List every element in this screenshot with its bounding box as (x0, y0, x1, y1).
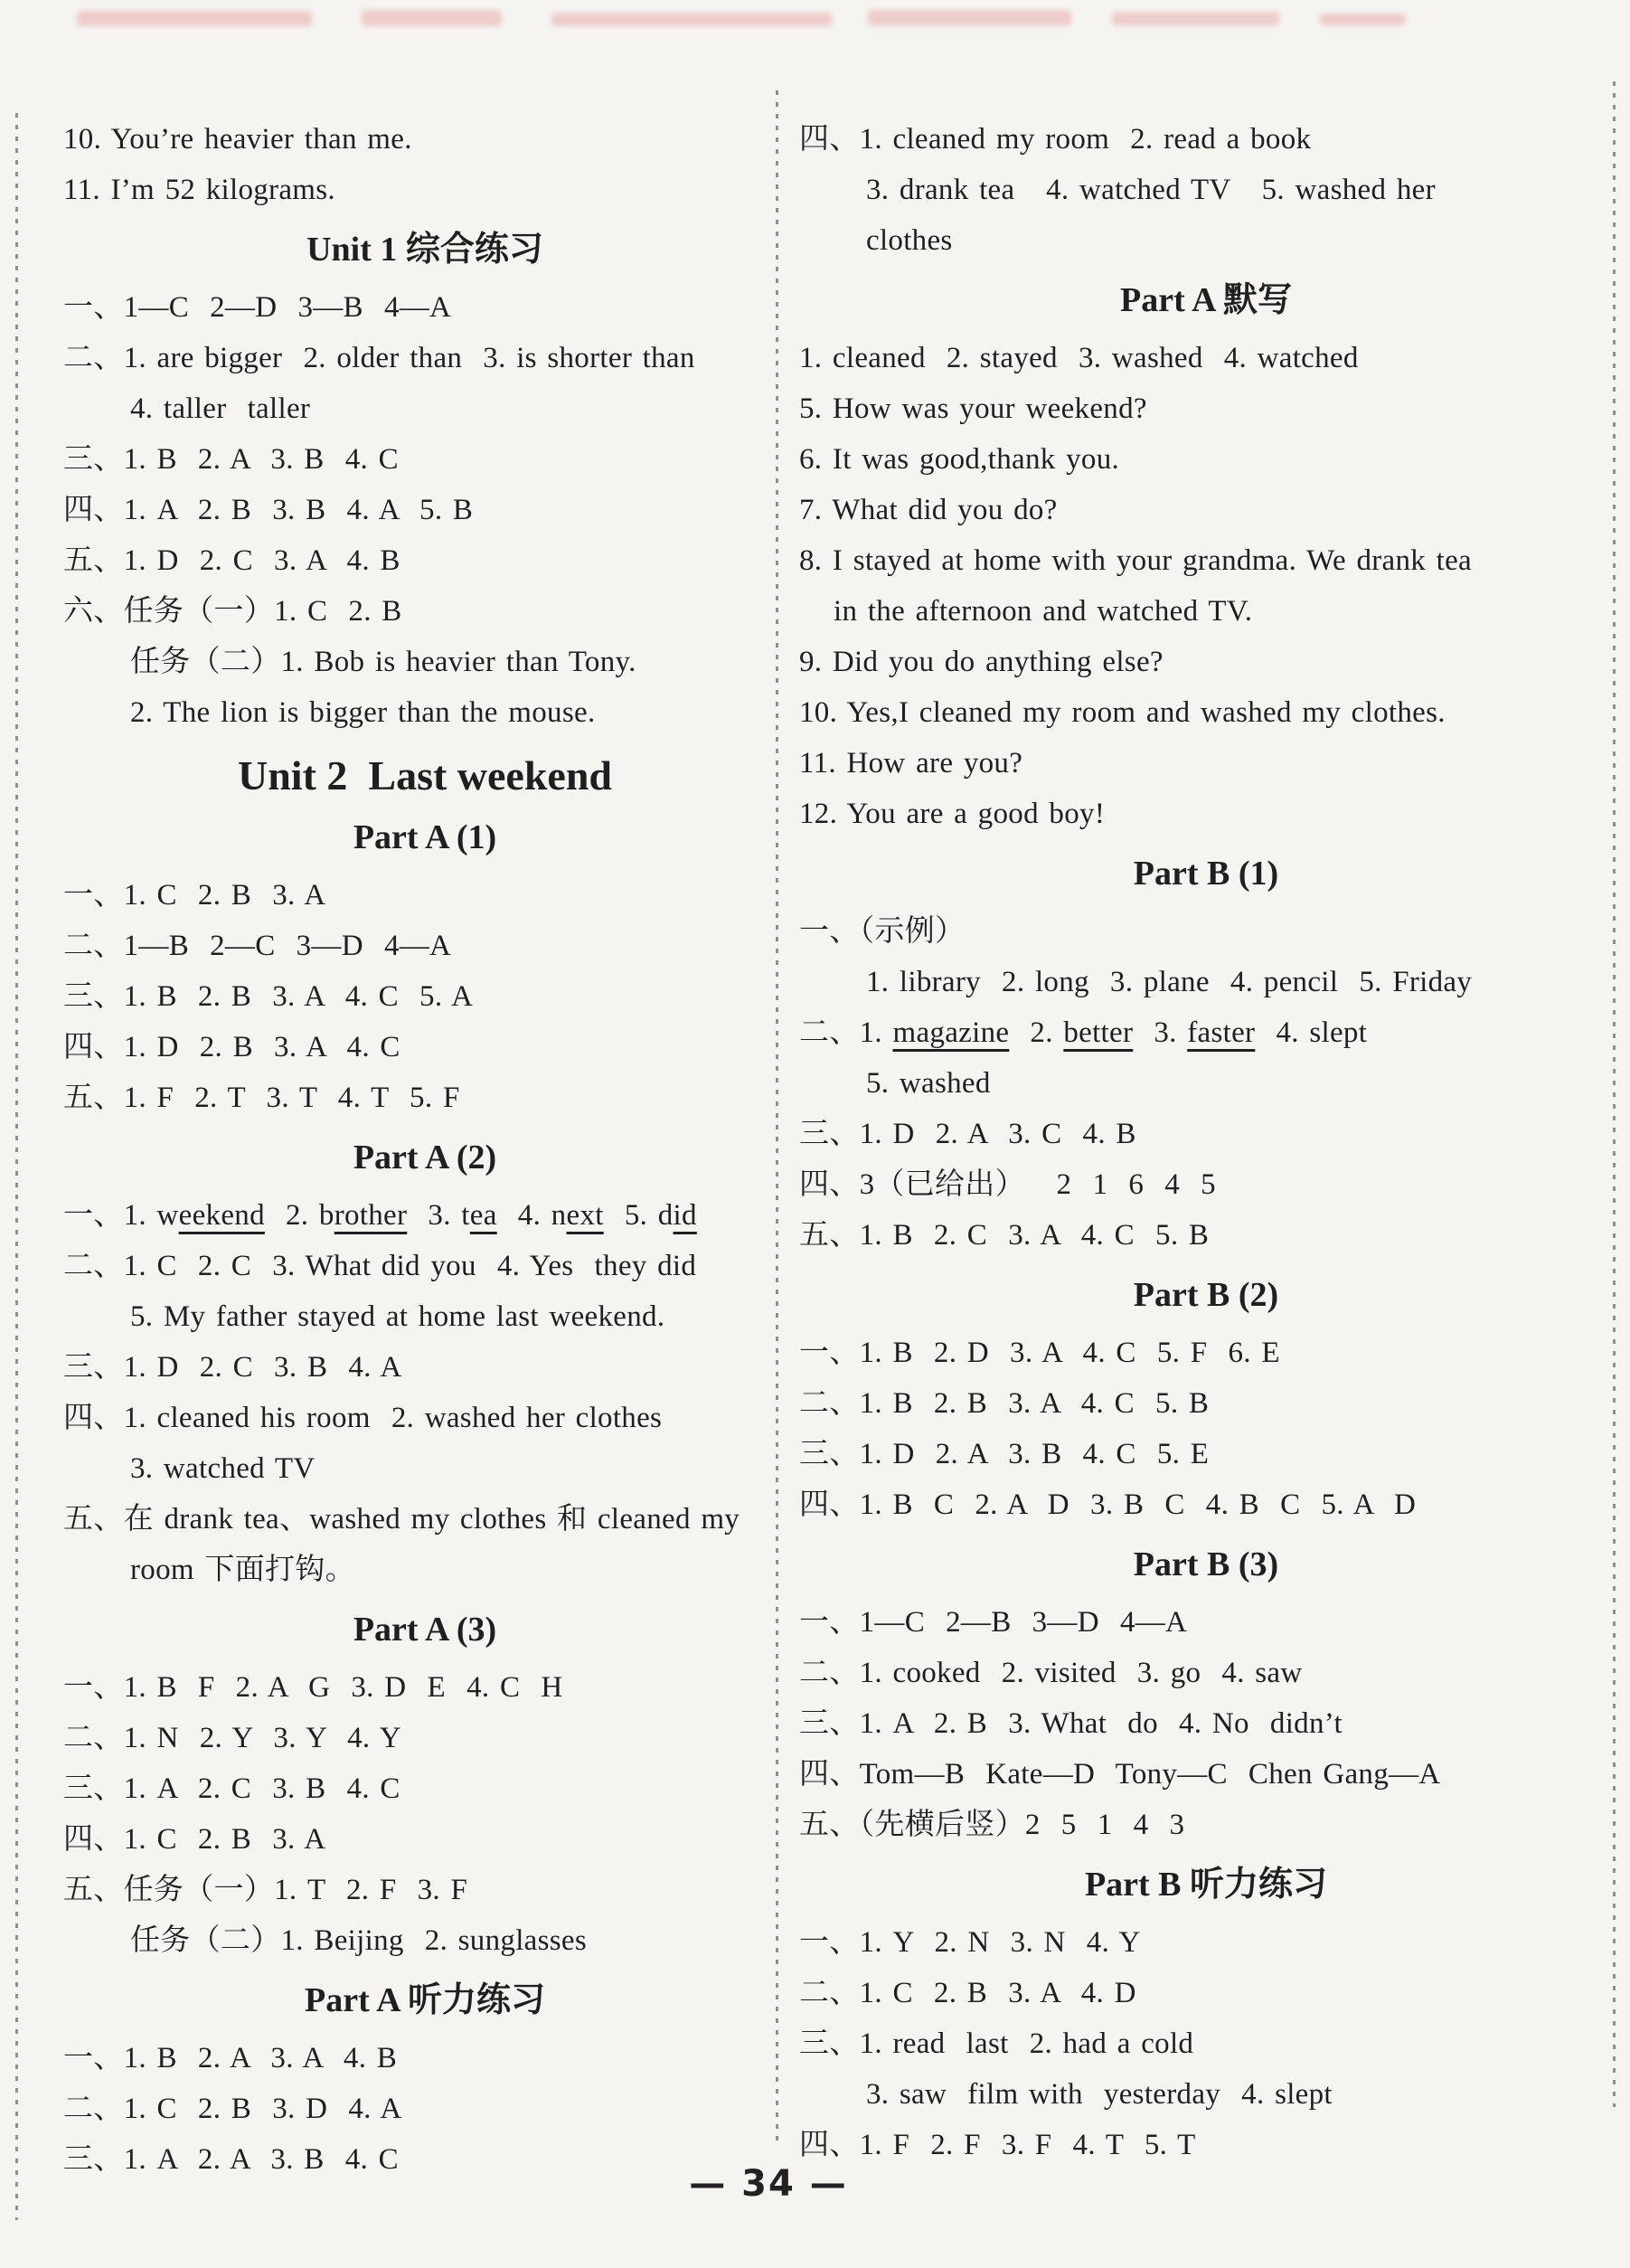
answer-line: in the afternoon and watched TV. (834, 595, 1253, 628)
answer-line: 8. I stayed at home with your grandma. We drank tea (799, 544, 1472, 577)
answer-line: 五、在 drank tea、washed my clothes 和 cleaned my (63, 1503, 740, 1536)
left-column (63, 114, 787, 2185)
blank-answer-underlined: eekend (178, 1199, 265, 1232)
answer-line: 6. It was good,thank you. (799, 443, 1120, 476)
blank-answer-underlined: ea (469, 1199, 497, 1232)
section-heading: Unit 2 Last weekend (237, 752, 613, 799)
answer-line: 三、1. read last 2. had a cold (799, 2027, 1194, 2060)
answer-line: 二、1. N 2. Y 3. Y 4. Y (63, 1722, 401, 1754)
answer-line: 四、1. B C 2. A D 3. B C 4. B C 5. A D (799, 1488, 1417, 1521)
answer-line: 二、1. cooked 2. visited 3. go 4. saw (799, 1657, 1303, 1689)
section-heading: Unit 1 综合练习 (306, 231, 543, 269)
blank-answer-underlined: faster (1187, 1016, 1256, 1049)
answer-line: 7. What did you do? (799, 494, 1058, 526)
section-heading: Part A 听力练习 (305, 1981, 545, 2019)
text-run: 3. t (407, 1199, 470, 1232)
answer-line: 五、1. B 2. C 3. A 4. C 5. B (799, 1219, 1210, 1252)
answer-line: 二、1. C 2. B 3. D 4. A (63, 2093, 402, 2125)
answer-line: 二、1. C 2. B 3. A 4. D (799, 1977, 1136, 2009)
answer-line: 四、3（已给出） 2 1 6 4 5 (799, 1168, 1216, 1201)
answer-line: 12. You are a good boy! (799, 798, 1106, 830)
scan-artifact-pink (1320, 14, 1406, 25)
blank-answer-underlined: better (1063, 1016, 1134, 1049)
blank-answer-underlined: id (673, 1199, 697, 1232)
answer-line: 一、1. B 2. A 3. A 4. B (63, 2042, 398, 2074)
answer-line: 三、1. B 2. A 3. B 4. C (63, 443, 399, 476)
section-heading: Part B (3) (1133, 1545, 1279, 1583)
answer-line: 1. cleaned 2. stayed 3. washed 4. watched (799, 342, 1359, 374)
answer-line: 11. I’m 52 kilograms. (63, 174, 335, 206)
answer-line: 11. How are you? (799, 747, 1023, 780)
right-column (799, 114, 1613, 2170)
answer-line: 二、1—B 2—C 3—D 4—A (63, 930, 452, 962)
answer-line: 四、1. cleaned my room 2. read a book (799, 123, 1312, 156)
answer-line: 10. Yes,I cleaned my room and washed my clothes. (799, 696, 1446, 729)
answer-line: 3. drank tea 4. watched TV 5. washed her (866, 174, 1436, 206)
answer-line: room 下面打钩。 (130, 1554, 355, 1586)
blank-answer-underlined: ext (566, 1199, 604, 1232)
scan-artifact-pink (868, 10, 1071, 25)
answer-line: 二、1. are bigger 2. older than 3. is shorter than (63, 342, 695, 374)
section-heading: Part A 默写 (1120, 281, 1292, 319)
section-heading: Part A (2) (353, 1139, 497, 1177)
answer-line: 四、1. D 2. B 3. A 4. C (63, 1031, 400, 1063)
section-heading: Part A (1) (353, 818, 497, 856)
blank-answer-underlined: rother (334, 1199, 408, 1232)
text-run: 4. slept (1255, 1016, 1368, 1049)
answer-line: 四、Tom—B Kate—D Tony—C Chen Gang—A (799, 1758, 1441, 1791)
answer-line: 四、1. cleaned his room 2. washed her clothes (63, 1402, 663, 1434)
page-number-text: — 34 — (689, 2163, 848, 2205)
answer-line: 2. The lion is bigger than the mouse. (130, 696, 596, 729)
answer-line: 一、1. C 2. B 3. A (63, 879, 326, 912)
answer-line: 五、1. D 2. C 3. A 4. B (63, 544, 400, 577)
answer-line: 一、1. B F 2. A G 3. D E 4. C H (63, 1671, 563, 1704)
answer-line: 9. Did you do anything else? (799, 646, 1164, 678)
answer-line: 四、1. C 2. B 3. A (63, 1823, 326, 1856)
page-number (633, 2163, 904, 2205)
answer-line: 三、1. D 2. A 3. C 4. B (799, 1118, 1136, 1150)
answer-line: 一、1—C 2—D 3—B 4—A (63, 291, 452, 324)
text-run: 一、1. w (63, 1199, 179, 1232)
answer-line: 任务（二）1. Bob is heavier than Tony. (130, 646, 636, 678)
answer-line: 一、1—C 2—B 3—D 4—A (799, 1606, 1188, 1639)
section-heading: Part A (3) (353, 1611, 497, 1649)
text-run: 2. b (264, 1199, 334, 1232)
answer-line: 一、1. Y 2. N 3. N 4. Y (799, 1926, 1141, 1959)
answer-line: 3. watched TV (130, 1452, 316, 1485)
answer-line: 5. How was your weekend? (799, 392, 1147, 425)
text-run: 5. d (603, 1199, 674, 1232)
scan-artifact-pink (1112, 12, 1279, 25)
text-run: 二、1. (799, 1016, 893, 1049)
answer-line: 1. library 2. long 3. plane 4. pencil 5. Friday (866, 966, 1473, 998)
answer-line: clothes (866, 224, 953, 257)
answer-line: 三、1. A 2. C 3. B 4. C (63, 1772, 400, 1805)
answer-line: 五、（先横后竖）2 5 1 4 3 (799, 1809, 1185, 1841)
answer-line: 五、1. F 2. T 3. T 4. T 5. F (63, 1082, 460, 1114)
answer-line: 三、1. B 2. B 3. A 4. C 5. A (63, 980, 474, 1013)
text-run: 2. (1009, 1016, 1064, 1049)
answer-line: 三、1. A 2. B 3. What do 4. No didn’t (799, 1707, 1343, 1740)
section-heading: Part B (2) (1133, 1276, 1279, 1314)
answer-line: 三、1. A 2. A 3. B 4. C (63, 2143, 399, 2176)
right-edge-dotted-line (1613, 81, 1616, 2107)
answer-line: 五、任务（一）1. T 2. F 3. F (63, 1874, 468, 1906)
answer-line: 四、1. A 2. B 3. B 4. A 5. B (63, 494, 474, 526)
answer-line: 5. washed (866, 1067, 991, 1100)
left-edge-dotted-line (15, 113, 18, 2220)
answer-line: 三、1. D 2. C 3. B 4. A (63, 1351, 402, 1384)
answer-line: 一、（示例） (799, 915, 966, 948)
answer-line: 四、1. F 2. F 3. F 4. T 5. T (799, 2129, 1196, 2161)
answer-line (63, 1190, 787, 1241)
scan-artifact-pink (362, 10, 502, 26)
answer-line: 3. saw film with yesterday 4. slept (866, 2078, 1333, 2111)
scan-artifact-pink (551, 13, 832, 26)
answer-line (799, 1007, 1613, 1058)
answer-line: 一、1. B 2. D 3. A 4. C 5. F 6. E (799, 1337, 1280, 1369)
text-run: 4. n (496, 1199, 567, 1232)
answer-line: 任务（二）1. Beijing 2. sunglasses (130, 1924, 587, 1957)
answer-line: 4. taller taller (130, 392, 311, 425)
answer-line: 六、任务（一）1. C 2. B (63, 595, 402, 628)
scan-artifact-pink (77, 11, 312, 26)
answer-line: 二、1. B 2. B 3. A 4. C 5. B (799, 1387, 1210, 1420)
section-heading: Part B (1) (1133, 855, 1279, 893)
section-heading: Part B 听力练习 (1084, 1866, 1328, 1904)
answer-line: 5. My father stayed at home last weekend. (130, 1300, 665, 1333)
text-run: 3. (1133, 1016, 1188, 1049)
answer-line: 二、1. C 2. C 3. What did you 4. Yes they did (63, 1250, 697, 1282)
answer-line: 10. You’re heavier than me. (63, 123, 412, 156)
blank-answer-underlined: magazine (892, 1016, 1010, 1049)
answer-line: 三、1. D 2. A 3. B 4. C 5. E (799, 1438, 1210, 1470)
